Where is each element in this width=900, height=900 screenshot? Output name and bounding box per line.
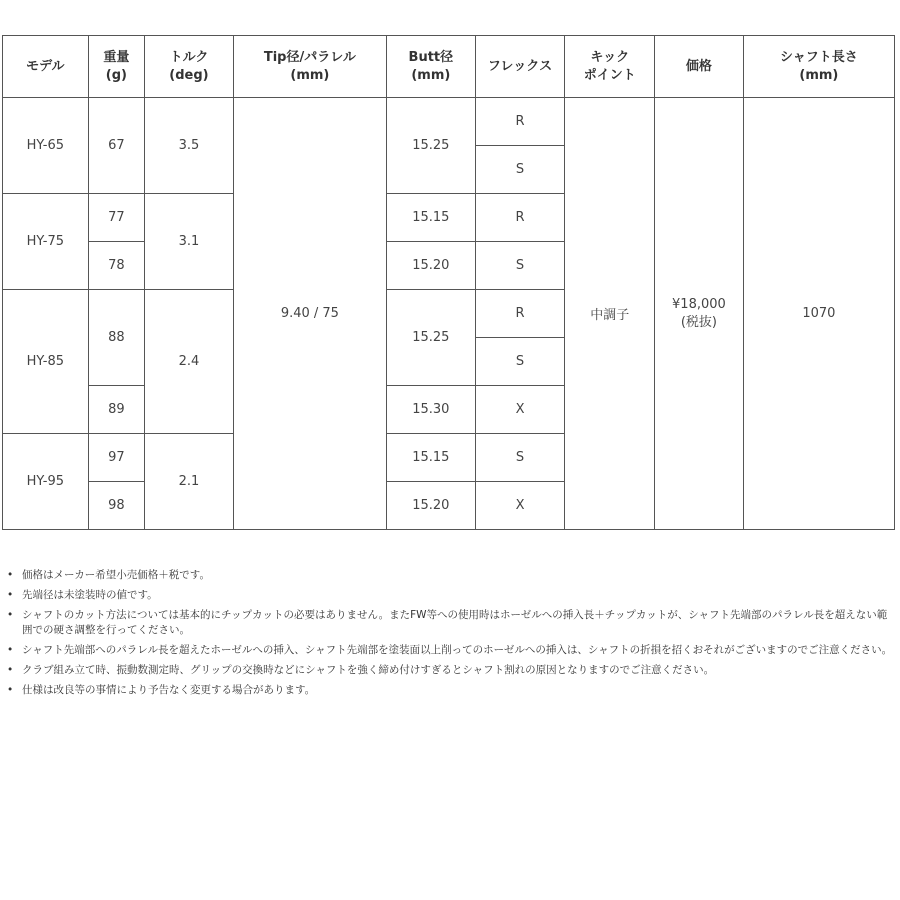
header-kick-point: キック ポイント <box>565 36 655 98</box>
flex-cell: S <box>475 242 565 290</box>
torque-cell: 2.1 <box>145 434 234 530</box>
weight-cell: 97 <box>88 434 144 482</box>
butt-cell: 15.15 <box>386 434 475 482</box>
butt-cell: 15.20 <box>386 242 475 290</box>
shaft-length-cell: 1070 <box>743 98 894 530</box>
flex-cell: R <box>475 290 565 338</box>
torque-cell: 2.4 <box>145 290 234 434</box>
weight-cell: 67 <box>88 98 144 194</box>
bullet-icon: • <box>7 589 14 601</box>
flex-cell: R <box>475 98 565 146</box>
weight-cell: 78 <box>88 242 144 290</box>
header-price: 価格 <box>655 36 744 98</box>
torque-cell: 3.1 <box>145 194 234 290</box>
tip-parallel-cell: 9.40 / 75 <box>233 98 386 530</box>
flex-cell: S <box>475 338 565 386</box>
table-row <box>3 98 895 146</box>
model-cell: HY-95 <box>3 434 89 530</box>
header-torque: トルク (deg) <box>145 36 234 98</box>
header-model: モデル <box>3 36 89 98</box>
flex-cell: S <box>475 146 565 194</box>
flex-cell: R <box>475 194 565 242</box>
butt-cell: 15.30 <box>386 386 475 434</box>
butt-cell: 15.25 <box>386 290 475 386</box>
header-shaft-length: シャフト長さ (mm) <box>743 36 894 98</box>
bullet-icon: • <box>7 644 14 656</box>
price-cell <box>655 98 744 530</box>
header-flex: フレックス <box>475 36 565 98</box>
note-item <box>6 663 896 678</box>
note-item <box>6 568 896 583</box>
flex-cell: S <box>475 434 565 482</box>
model-cell: HY-65 <box>3 98 89 194</box>
weight-cell: 89 <box>88 386 144 434</box>
weight-cell: 88 <box>88 290 144 386</box>
weight-cell: 77 <box>88 194 144 242</box>
flex-cell: X <box>475 482 565 530</box>
header-butt: Butt径 (mm) <box>386 36 475 98</box>
note-text: シャフト先端部へのパラレル長を超えたホーゼルへの挿入、シャフト先端部を塗装面以上削ってのホーゼルへの挿入は、シャフトの折損を招くおそれがございますのでご注意ください。 <box>22 644 893 656</box>
note-item <box>6 608 896 638</box>
note-text: クラブ組み立て時、振動数測定時、グリップの交換時などにシャフトを強く締め付けすぎるとシャフト割れの原因となりますのでご注意ください。 <box>22 664 715 676</box>
bullet-icon: • <box>7 569 14 581</box>
spec-table <box>2 35 895 530</box>
kick-point-cell: 中調子 <box>565 98 655 530</box>
price-amount: ¥18,000 <box>672 296 726 312</box>
weight-cell: 98 <box>88 482 144 530</box>
note-text: 価格はメーカー希望小売価格＋税です。 <box>22 569 210 581</box>
bullet-icon: • <box>7 664 14 676</box>
header-weight: 重量 (g) <box>88 36 144 98</box>
bullet-icon: • <box>7 609 14 621</box>
notes-list <box>6 568 896 703</box>
price-tax-note: (税抜) <box>680 314 717 330</box>
flex-cell: X <box>475 386 565 434</box>
torque-cell: 3.5 <box>145 98 234 194</box>
header-tip-parallel: Tip径/パラレル (mm) <box>233 36 386 98</box>
model-cell: HY-85 <box>3 290 89 434</box>
model-cell: HY-75 <box>3 194 89 290</box>
note-item <box>6 683 896 698</box>
butt-cell: 15.15 <box>386 194 475 242</box>
bullet-icon: • <box>7 684 14 696</box>
note-text: 先端径は未塗装時の値です。 <box>22 589 158 601</box>
note-text: シャフトのカット方法については基本的にチップカットの必要はありません。またFW等への使用時はホーゼルへの挿入長＋チップカットが、シャフト先端部のパラレル長を超えない範囲での硬さ調整を行ってください。 <box>22 609 888 636</box>
note-item <box>6 588 896 603</box>
butt-cell: 15.20 <box>386 482 475 530</box>
header-row <box>3 36 895 98</box>
note-text: 仕様は改良等の事情により予告なく変更する場合があります。 <box>22 684 316 696</box>
butt-cell: 15.25 <box>386 98 475 194</box>
note-item <box>6 643 896 658</box>
